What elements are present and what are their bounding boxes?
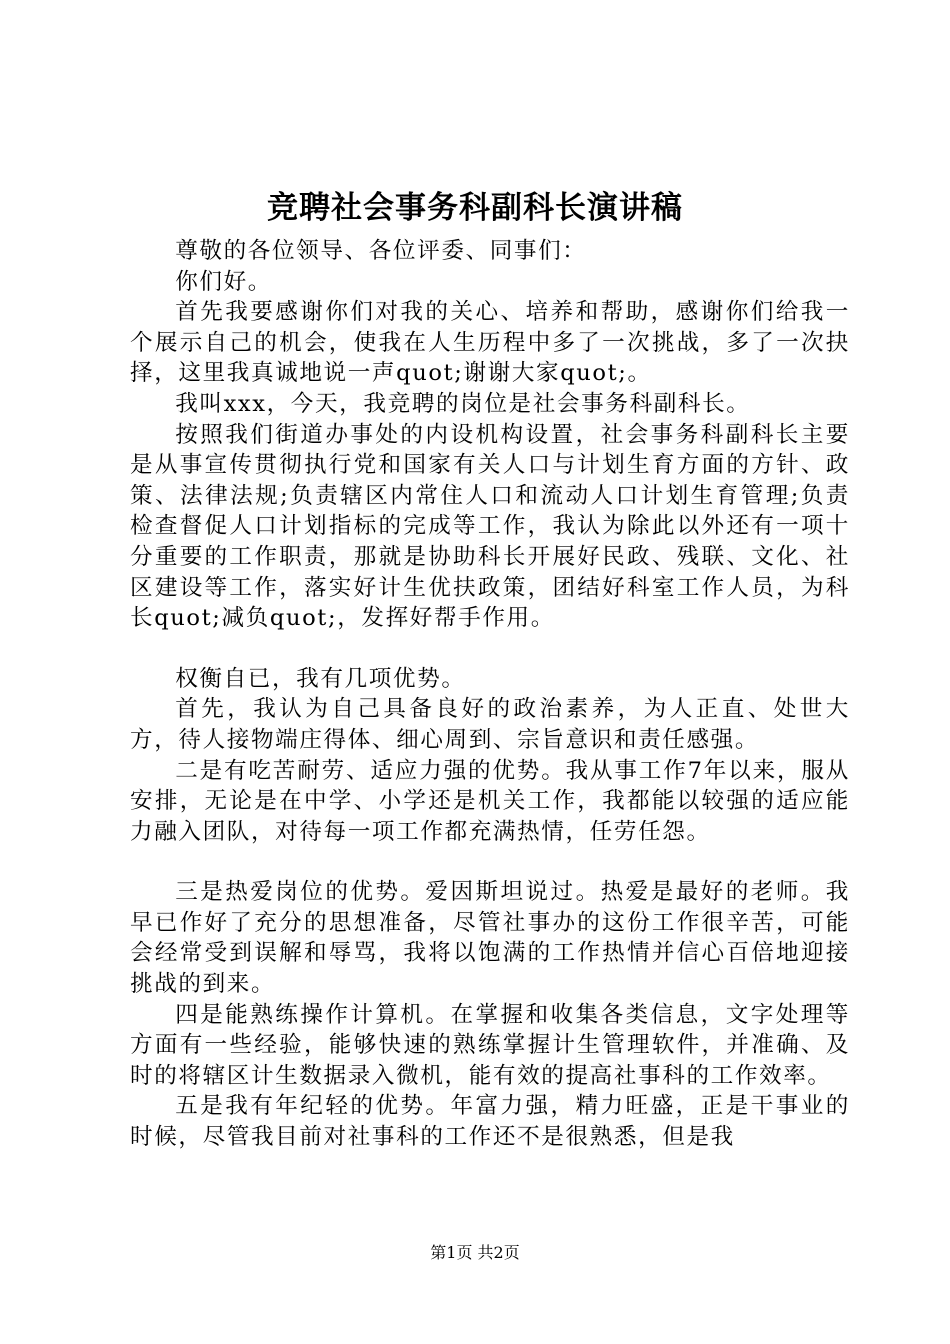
- paragraph-advantage-5: 五是我有年纪轻的优势。年富力强，精力旺盛，正是干事业的时候，尽管我目前对社事科的工作还不是很熟悉，但是我: [130, 1093, 850, 1151]
- paragraph-advantage-1: 首先，我认为自己具备良好的政治素养，为人正直、处世大方，待人接物端庄得体、细心周到、宗旨意识和责任感强。: [130, 696, 850, 753]
- paragraph-greeting: 尊敬的各位领导、各位评委、同事们：: [175, 238, 587, 264]
- paragraph-advantages-intro: 权衡自已，我有几项优势。: [175, 665, 466, 692]
- document-body: [130, 236, 850, 1153]
- document-title: 竞聘社会事务科副科长演讲稿: [267, 190, 683, 226]
- paragraph-thanks: 首先我要感谢你们对我的关心、培养和帮助，感谢你们给我一个展示自己的机会，使我在人生历程中多了一次挑战，多了一次抉择，这里我真诚地说一声quot;谢谢大家quot;。: [130, 299, 850, 387]
- paragraph-introduction: 我叫xxx，今天，我竞聘的岗位是社会事务科副科长。: [175, 390, 751, 417]
- paragraph-job-duties: 按照我们街道办事处的内设机构设置，社会事务科副科长主要是从事宣传贯彻执行党和国家有关人口与计划生育方面的方针、政策、法律法规;负责辖区内常住人口和流动人口计划生育管理;负责检查督促人口计划指标的完成等工作，我认为除此以外还有一项十分重要的工作职责，那就是协助科长开展好民政、残联、文化、社区建设等工作，落实好计生优扶政策，团结好科室工作人员，为科长quot;减负quot;，发挥好帮手作用。: [130, 421, 850, 632]
- page-number-footer: 第1页 共2页: [430, 1243, 520, 1262]
- paragraph-hello: 你们好。: [175, 268, 272, 295]
- paragraph-advantage-2: 二是有吃苦耐劳、适应力强的优势。我从事工作7年以来，服从安排，无论是在中学、小学还是机关工作，我都能以较强的适应能力融入团队，对待每一项工作都充满热情，任劳任怨。: [130, 757, 850, 845]
- paragraph-advantage-3: 三是热爱岗位的优势。爱因斯坦说过。热爱是最好的老师。我早已作好了充分的思想准备，尽管社事办的这份工作很辛苦，可能会经常受到误解和辱骂，我将以饱满的工作热情并信心百倍地迎接挑战的到来。: [130, 879, 850, 998]
- paragraph-advantage-4: 四是能熟练操作计算机。在掌握和收集各类信息，文字处理等方面有一些经验，能够快速的熟练掌握计生管理软件，并准确、及时的将辖区计生数据录入微机，能有效的提高社事科的工作效率。: [130, 1001, 850, 1089]
